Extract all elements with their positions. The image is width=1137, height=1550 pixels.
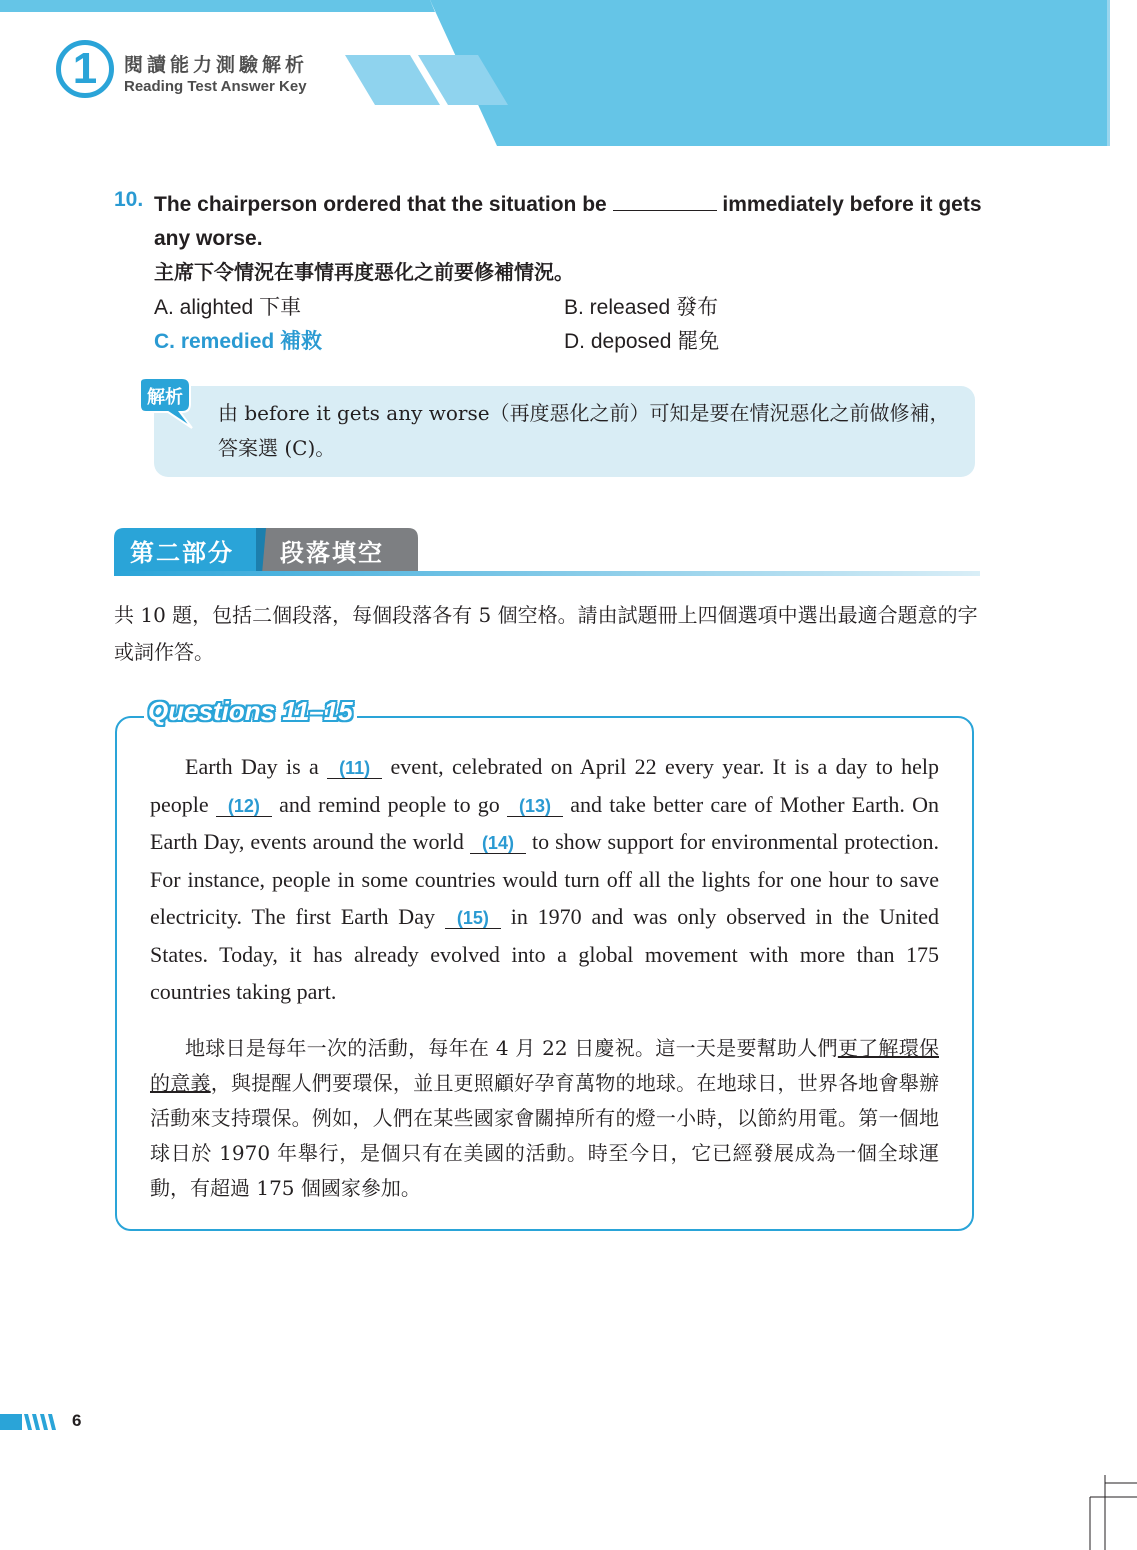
passage-en-seg-5: to show support for environmental protection. For instance, people in some countries would turn off all the lights for one hour to save electricity. The first Earth Day (150, 829, 939, 929)
passage-en-seg-1: Earth Day is a (185, 754, 319, 779)
question-text (154, 188, 984, 256)
question-blank (613, 192, 717, 211)
question-text-before: The chairperson ordered that the situation be (154, 193, 607, 216)
footer-stripes (0, 1412, 62, 1432)
option-b: B. released 發布 (564, 296, 719, 319)
gap-13: (13) (507, 796, 563, 817)
option-c-correct: C. remedied 補救 (154, 330, 323, 353)
passage-zh-seg-2: ，與提醒人們要環保，並且更照顧好孕育萬物的地球。在地球日，世界各地會舉辦活動來支持環保。例如，人們在某些國家會關掉所有的燈一小時，以節約用電。第一個地球日於 1970 年舉行，是個只有在美國的活動。時至今日，它已經發展成為一個全球運動，有超過 175 個國家參加。 (150, 1071, 940, 1200)
passage-zh-seg-1: 地球日是每年一次的活動，每年在 4 月 22 日慶祝。這一天是要幫助人們 (185, 1036, 838, 1060)
footer-bar (0, 1414, 22, 1430)
questions-box-title (144, 696, 357, 727)
section-underline (114, 571, 980, 576)
passage-english (150, 748, 939, 1011)
gap-14: (14) (470, 833, 526, 854)
analysis-badge (134, 376, 206, 438)
header-title-zh: 閱讀能力測驗解析 (124, 54, 309, 76)
header-title-en: Reading Test Answer Key (124, 78, 307, 95)
header-top-strip (0, 0, 435, 12)
question-text-after: immediately before it gets any worse. (154, 193, 982, 250)
passage-chinese (150, 1031, 939, 1206)
header-band (430, 0, 1107, 146)
footer-stripe (32, 1414, 40, 1430)
footer-stripe (48, 1414, 56, 1430)
section-intro: 共 10 題，包括二個段落，每個段落各有 5 個空格。請由試題冊上四個選項中選出最適合題意的字或詞作答。 (114, 603, 978, 664)
chapter-number-badge: 1 (56, 40, 114, 98)
passage-zh-underlined: 更了解環保的意義 (150, 1036, 939, 1095)
gap-11: (11) (327, 758, 382, 779)
option-d: D. deposed 罷免 (564, 330, 720, 353)
footer-stripe (24, 1414, 32, 1430)
section-title-label: 段落填空 (280, 539, 384, 567)
gap-12: (12) (216, 796, 272, 817)
question-translation: 主席下令情況在事情再度惡化之前要修補情況。 (154, 260, 574, 284)
gap-15: (15) (445, 908, 501, 929)
footer-stripe (40, 1414, 48, 1430)
section-header (114, 526, 980, 578)
question-number: 10. (114, 188, 144, 211)
passage-en-seg-6: in 1970 and was only observed in the United States. Today, it has already evolved into a global movement with more than 175 countries taking part. (150, 904, 940, 1004)
section-part-label: 第二部分 (130, 539, 234, 567)
analysis-badge-label: 解析 (147, 387, 183, 408)
passage-en-seg-3: and remind people to go (279, 791, 500, 817)
page-number: 6 (72, 1411, 82, 1430)
analysis-text: 由 before it gets any worse（再度惡化之前）可知是要在情況惡化之前做修補，答案選 (C)。 (218, 401, 950, 460)
questions-box-title-text: Questions 11–15 (148, 696, 353, 726)
crop-marks (1085, 1475, 1137, 1550)
passage-en-seg-2: event, celebrated on April 22 every year. It is a day to help people (150, 754, 940, 817)
option-a: A. alighted 下車 (154, 296, 302, 319)
header-edge (1107, 0, 1110, 146)
passage-en-seg-4: and take better care of Mother Earth. On Earth Day, events around the world (150, 791, 940, 854)
